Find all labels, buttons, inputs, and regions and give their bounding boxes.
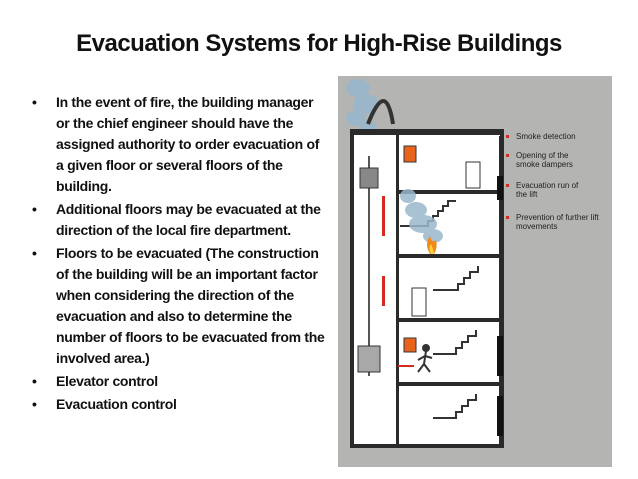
bullet-item xyxy=(30,243,330,369)
legend-marker xyxy=(506,154,509,157)
bullet-dot: • xyxy=(32,245,37,261)
bullet-text: In the event of fire, the building manager or the chief engineer should have the assigned authority to order evacuation of a given floor or several floors of the building. xyxy=(56,94,320,194)
door-icon xyxy=(466,162,480,188)
legend-smoke-dampers: Opening of the smoke dampers xyxy=(516,151,573,169)
legend-marker xyxy=(506,184,509,187)
legend-smoke-detection: Smoke detection xyxy=(516,132,576,141)
bullet-item xyxy=(30,199,330,241)
alarm-panel-icon xyxy=(404,338,416,352)
bullet-item xyxy=(30,371,330,392)
bullet-text: Elevator control xyxy=(56,373,158,389)
door-icon xyxy=(412,288,426,316)
bullet-text: Additional floors may be evacuated at the direction of the local fire department. xyxy=(56,201,321,238)
legend-lift-prevention: Prevention of further lift movements xyxy=(516,213,599,231)
slide-title: Evacuation Systems for High-Rise Buildings xyxy=(76,30,562,57)
bullet-text: (The construction of the building will be an important factor when considering the direction of the evacuation and also to determine the number of floors to be evacuated from the involved area.) xyxy=(56,245,325,366)
bullet-dot: • xyxy=(32,94,37,110)
bullet-text: Evacuation control xyxy=(56,396,177,412)
alarm-panel-icon xyxy=(404,146,416,162)
legend-marker xyxy=(506,135,509,138)
bullet-dot: • xyxy=(32,373,37,389)
building-illustration xyxy=(338,76,612,467)
legend-marker xyxy=(506,216,509,219)
bullet-heading: Floors to be evacuated xyxy=(56,245,202,261)
bullet-item xyxy=(30,394,330,415)
bullet-item xyxy=(30,92,330,197)
bullet-list xyxy=(30,92,330,417)
bullet-dot: • xyxy=(32,396,37,412)
building-section xyxy=(350,129,504,446)
legend-lift-evacuation: Evacuation run of the lift xyxy=(516,181,579,199)
bullet-dot: • xyxy=(32,201,37,217)
